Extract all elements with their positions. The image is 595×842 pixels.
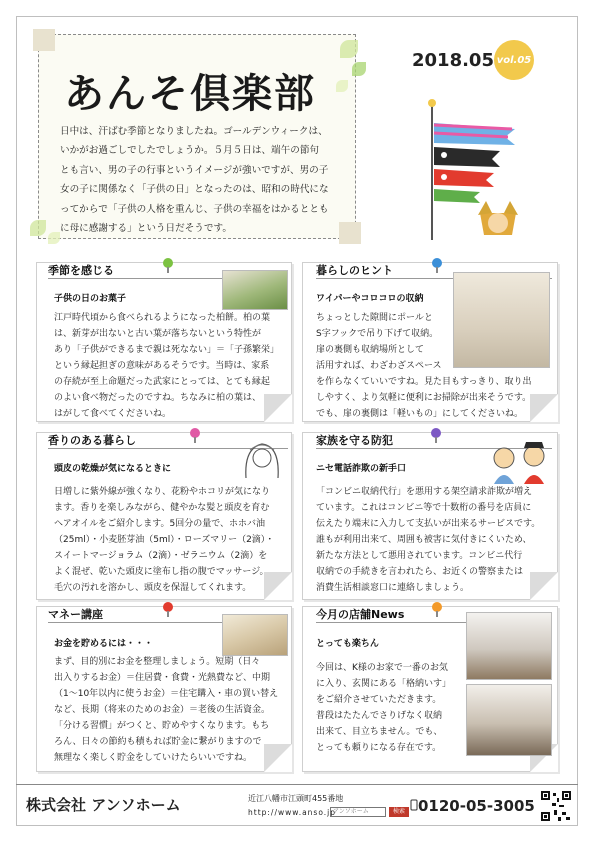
company-address: 近江八幡市江頭町455番地 xyxy=(248,794,344,803)
body-line: など、長期（将来のためのお金）＝老後の生活資金。 xyxy=(54,705,271,715)
intro-line: 日中は、汗ばむ季節となりましたね。ゴールデンウィークは、 xyxy=(60,126,328,137)
body-line: 出入りするお金）＝住居費・食費・光熱費など、中期 xyxy=(54,673,271,683)
search-input[interactable]: アンソホーム xyxy=(330,807,386,817)
body-line: 伝えたり端末に入力して支払いが出来るサービスです。 xyxy=(316,519,541,529)
body-line: 毛穴の汚れを溶かし、頭皮を保湿してくれます。 xyxy=(54,583,252,593)
intro-line: に母に感謝する」という日だそうです。 xyxy=(60,223,232,235)
page-title: あんそ倶楽部 xyxy=(64,70,316,117)
pin-icon xyxy=(432,258,442,268)
body-line: を作らなくていいですね。見た目もすっきり、取り出 xyxy=(316,377,532,387)
section-body xyxy=(54,484,290,596)
body-line: をご紹介させていただきます。 xyxy=(316,695,442,705)
body-line: は、新芽が出ないと古い葉が落ちないという特性が xyxy=(54,329,262,339)
section-subtitle: お金を貯めるには・・・ xyxy=(54,639,154,649)
section-title: 今月の店舗News xyxy=(316,608,405,621)
body-line: 「コンビニ収納代行」を悪用する架空請求詐欺が増え xyxy=(316,487,533,497)
issue-date: 2018.05 xyxy=(412,50,494,71)
entrance-photo xyxy=(466,612,552,680)
qr-code-icon xyxy=(540,790,572,822)
section-title: 香りのある暮らし xyxy=(48,434,136,447)
body-line: はがして食べてくださいね。 xyxy=(54,409,172,419)
body-line: ろん、日々の節約も積もれば貯金に繋がりますので xyxy=(54,737,262,747)
leaf-decoration xyxy=(48,232,60,244)
section-body xyxy=(316,484,552,596)
body-line: とっても頼りになる存在です。 xyxy=(316,743,442,753)
intro-line: とも言い、男の子の行事というイメージが強いですが、男の子 xyxy=(60,164,329,176)
search-button[interactable]: 検索 xyxy=(389,807,409,817)
body-line: ちょっとした隙間にポールと xyxy=(316,313,433,323)
intro-line: 女の子に関係なく「子供の日」となったのは、昭和の時代にな xyxy=(60,184,329,196)
body-line: あり「子供ができるまで親は死なない」＝「子孫繁栄」 xyxy=(54,345,280,355)
frame-corner xyxy=(33,29,55,51)
leaf-decoration xyxy=(336,80,348,92)
body-line: 今回は、K様のお家で一番のお気 xyxy=(316,663,448,673)
section-body xyxy=(54,310,288,422)
body-line: よく混ぜ、乾いた頭皮に塗布し指の腹でマッサージ。 xyxy=(54,567,269,577)
section-body xyxy=(54,654,290,766)
company-url[interactable]: http://www.anso.jp xyxy=(248,808,337,817)
phone-number: 0120-05-3005 xyxy=(418,797,535,815)
body-line: ます。香りを楽しみながら、健やかな髪と頭皮を育む xyxy=(54,503,270,513)
section-title: マネー講座 xyxy=(48,608,103,621)
leaf-decoration xyxy=(30,220,46,236)
pin-icon xyxy=(431,428,441,438)
body-line: 出来て、目立ちません。でも、 xyxy=(316,727,443,737)
company-name: 株式会社 アンソホーム xyxy=(26,796,181,814)
body-line: のよい食べ物だったのですね。ちなみに柏の葉は、 xyxy=(54,393,262,403)
fraud-illustration xyxy=(488,436,552,486)
intro-line: ってからで「子供の人格を重んじ、子供の幸福をはかるととも xyxy=(60,203,329,215)
intro-text xyxy=(60,122,350,238)
body-line: 収納での手続きを言われたら、お近くの警察または xyxy=(316,567,524,577)
pin-icon xyxy=(432,602,442,612)
pin-icon xyxy=(190,428,200,438)
body-line: ヘアオイルをご紹介します。5回分の量で、ホホバ油 xyxy=(54,519,266,529)
section-title: 暮らしのヒント xyxy=(316,264,393,277)
body-line: 新たな方法として悪用されています。コンビニ代行 xyxy=(316,551,523,561)
section-body xyxy=(316,310,552,422)
volume-badge: vol.05 xyxy=(494,40,534,80)
body-line: 日増しに紫外線が強くなり、花粉やホコリが気になり xyxy=(54,487,271,497)
body-line: （1～10年以内に使うお金）＝住宅購入・車の買い替え xyxy=(54,689,279,699)
body-line: スイートマージョラム（2滴）・ゼラニウム（2滴）を xyxy=(54,551,268,561)
body-line: S字フックで吊り下げて収納。 xyxy=(316,329,439,339)
woman-illustration xyxy=(236,438,286,482)
chair-photo xyxy=(466,684,552,756)
kashiwamochi-photo xyxy=(222,270,288,310)
body-line: 扉の裏側も収納場所として xyxy=(316,345,425,355)
section-subtitle: 子供の日のお菓子 xyxy=(54,294,127,304)
section-subtitle: ニセ電話詐欺の新手口 xyxy=(316,464,407,474)
phone-icon xyxy=(410,799,418,811)
body-line: 「分ける習慣」がつくと、貯めやすくなります。もち xyxy=(54,721,270,731)
body-line: しやすく、より気軽に便利にお掃除が出来そうです。 xyxy=(316,393,532,403)
body-line: 江戸時代頃から食べられるようになった柏餅。柏の葉 xyxy=(54,313,271,323)
body-line: 活用すれば、わざわざスペース xyxy=(316,361,442,371)
section-subtitle: 頭皮の乾燥が気になるときに xyxy=(54,464,172,474)
body-line: 誰もが利用出来て、周囲も被害に気付きにくいため、 xyxy=(316,535,532,545)
section-body xyxy=(316,660,462,756)
body-line: でも、扉の裏側は「軽いもの」にしてくださいね。 xyxy=(316,409,524,419)
leaf-decoration xyxy=(352,62,366,76)
intro-line: いかがお過ごしでしたでしょうか。５月５日は、端午の節句 xyxy=(60,145,320,157)
body-line: ています。これはコンビニ等で十数桁の番号を店員に xyxy=(316,503,532,513)
body-line: まず、目的別にお金を整理しましょう。短期（日々 xyxy=(54,657,261,667)
leaf-decoration xyxy=(340,40,358,58)
section-title: 家族を守る防犯 xyxy=(316,434,393,447)
body-line: という縁起担ぎの意味があるそうです。当時は、家系 xyxy=(54,361,270,371)
body-line: に入り、玄関にある「格納いす」 xyxy=(316,679,452,689)
pin-icon xyxy=(163,258,173,268)
footer-divider xyxy=(16,784,578,785)
body-line: （25ml）・小麦胚芽油（5ml）・ローズマリー（2滴）・ xyxy=(54,535,275,545)
body-line: の存続が至上命題だった武家にとっては、とても縁起 xyxy=(54,377,270,387)
section-subtitle: とっても楽ちん xyxy=(316,639,379,649)
jars-photo xyxy=(222,614,288,656)
section-subtitle: ワイパーやコロコロの収納 xyxy=(316,294,424,304)
pin-icon xyxy=(163,602,173,612)
body-line: 無理なく楽しく貯金をしていけたらいいですね。 xyxy=(54,753,253,763)
body-line: 消費生活相談窓口に連絡しましょう。 xyxy=(316,583,470,593)
body-line: 普段はたたんでさりげなく収納 xyxy=(316,711,443,721)
koinobori-illustration xyxy=(420,95,530,245)
section-title: 季節を感じる xyxy=(48,264,114,277)
